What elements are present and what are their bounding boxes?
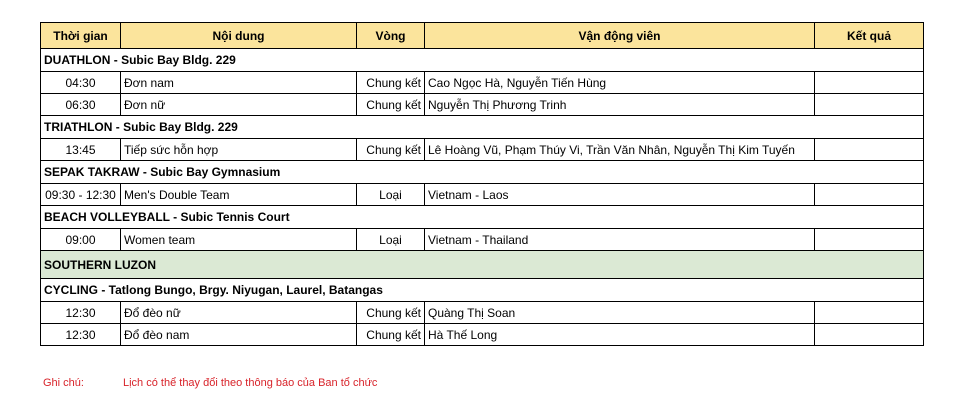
cell-athletes: Vietnam - Laos — [425, 184, 815, 206]
note-label: Ghi chú: — [43, 377, 84, 389]
table-row — [41, 324, 924, 346]
section-title: BEACH VOLLEYBALL - Subic Tennis Court — [41, 206, 924, 229]
cell-result — [815, 229, 924, 251]
section-row-triathlon — [41, 116, 924, 139]
schedule-table — [40, 22, 924, 346]
cell-result — [815, 72, 924, 94]
note-text: Lịch có thể thay đổi theo thông báo của Ban tổ chức — [123, 377, 378, 389]
header-result: Kết quả — [815, 23, 924, 49]
section-title: CYCLING - Tatlong Bungo, Brgy. Niyugan, Laurel, Batangas — [41, 279, 924, 302]
cell-round: Chung kết — [357, 139, 425, 161]
header-row — [41, 23, 924, 49]
region-title: SOUTHERN LUZON — [41, 251, 924, 279]
section-row-beach-volleyball — [41, 206, 924, 229]
table-row — [41, 184, 924, 206]
cell-time: 09:30 - 12:30 — [41, 184, 121, 206]
cell-round: Chung kết — [357, 324, 425, 346]
cell-round: Chung kết — [357, 72, 425, 94]
cell-athletes: Quàng Thị Soan — [425, 302, 815, 324]
cell-result — [815, 94, 924, 116]
cell-result — [815, 184, 924, 206]
header-time: Thời gian — [41, 23, 121, 49]
cell-content: Tiếp sức hỗn hợp — [121, 139, 357, 161]
cell-content: Đổ đèo nam — [121, 324, 357, 346]
cell-time: 06:30 — [41, 94, 121, 116]
cell-result — [815, 302, 924, 324]
cell-round: Loại — [357, 229, 425, 251]
cell-content: Men's Double Team — [121, 184, 357, 206]
section-title: TRIATHLON - Subic Bay Bldg. 229 — [41, 116, 924, 139]
cell-round: Chung kết — [357, 302, 425, 324]
cell-time: 12:30 — [41, 324, 121, 346]
table-row — [41, 302, 924, 324]
header-content: Nội dung — [121, 23, 357, 49]
cell-time: 09:00 — [41, 229, 121, 251]
cell-content: Đơn nam — [121, 72, 357, 94]
cell-result — [815, 324, 924, 346]
header-round: Vòng — [357, 23, 425, 49]
cell-time: 13:45 — [41, 139, 121, 161]
table-row — [41, 94, 924, 116]
region-row-southern-luzon — [41, 251, 924, 279]
cell-athletes: Cao Ngọc Hà, Nguyễn Tiến Hùng — [425, 72, 815, 94]
cell-round: Loại — [357, 184, 425, 206]
section-row-sepak-takraw — [41, 161, 924, 184]
section-row-cycling — [41, 279, 924, 302]
table-row — [41, 72, 924, 94]
cell-athletes: Vietnam - Thailand — [425, 229, 815, 251]
section-title: SEPAK TAKRAW - Subic Bay Gymnasium — [41, 161, 924, 184]
cell-round: Chung kết — [357, 94, 425, 116]
cell-content: Đơn nữ — [121, 94, 357, 116]
header-athletes: Vận động viên — [425, 23, 815, 49]
cell-athletes: Hà Thế Long — [425, 324, 815, 346]
table-row — [41, 229, 924, 251]
cell-athletes: Nguyễn Thị Phương Trinh — [425, 94, 815, 116]
section-row-duathlon — [41, 49, 924, 72]
cell-content: Women team — [121, 229, 357, 251]
table-row — [41, 139, 924, 161]
cell-content: Đổ đèo nữ — [121, 302, 357, 324]
cell-athletes: Lê Hoàng Vũ, Phạm Thúy Vi, Trần Văn Nhân, Nguyễn Thị Kim Tuyến — [425, 139, 815, 161]
cell-time: 04:30 — [41, 72, 121, 94]
cell-result — [815, 139, 924, 161]
cell-time: 12:30 — [41, 302, 121, 324]
section-title: DUATHLON - Subic Bay Bldg. 229 — [41, 49, 924, 72]
